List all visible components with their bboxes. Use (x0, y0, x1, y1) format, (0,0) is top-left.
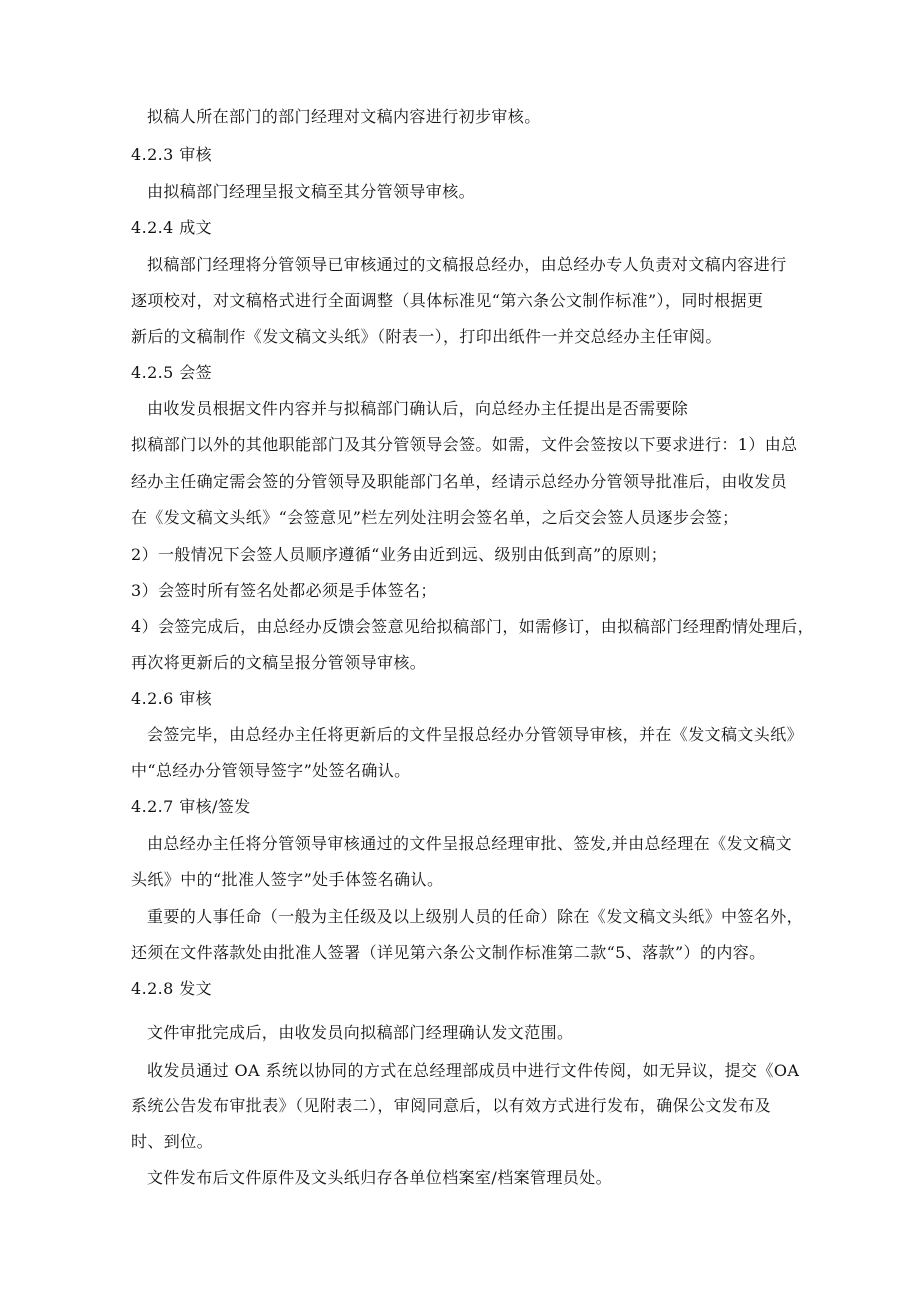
section-heading-4-2-5: 4.2.5 会签 (131, 363, 212, 382)
section-heading-4-2-6: 4.2.6 审核 (131, 689, 212, 708)
paragraph-line: 文件发布后文件原件及文头纸归存各单位档案室/档案管理员处。 (147, 1168, 612, 1187)
paragraph-line: 逐项校对，对文稿格式进行全面调整（具体标准见“第六条公文制作标准”），同时根据更 (131, 291, 764, 310)
paragraph-line: 还须在文件落款处由批准人签署（详见第六条公文制作标准第二款“5、落款”）的内容。 (131, 943, 766, 962)
paragraph-line: 由收发员根据文件内容并与拟稿部门确认后，向总经办主任提出是否需要除 (147, 399, 689, 418)
section-heading-4-2-8: 4.2.8 发文 (131, 979, 212, 998)
paragraph-line: 在《发文稿文头纸》“会签意见”栏左列处注明会签名单，之后交会签人员逐步会签； (131, 508, 739, 527)
paragraph-line: 拟稿部门经理将分管领导已审核通过的文稿报总经办，由总经办专人负责对文稿内容进行 (147, 255, 787, 274)
paragraph-line: 会签完毕，由总经办主任将更新后的文件呈报总经办分管领导审核，并在《发文稿文头纸》 (147, 725, 804, 744)
paragraph-line: 收发员通过 OA 系统以协同的方式在总经理部成员中进行文件传阅，如无异议，提交《OA (147, 1061, 800, 1080)
paragraph-line: 文件审批完成后，由收发员向拟稿部门经理确认发文范围。 (147, 1023, 574, 1042)
section-heading-4-2-7: 4.2.7 审核/签发 (131, 797, 251, 816)
paragraph-line: 拟稿部门以外的其他职能部门及其分管领导会签。如需，文件会签按以下要求进行：1）由总 (131, 435, 798, 454)
list-item: 3）会签时所有签名处都必须是手体签名； (131, 581, 437, 600)
paragraph-line: 时、到位。 (131, 1132, 214, 1151)
section-heading-4-2-3: 4.2.3 审核 (131, 145, 212, 164)
paragraph-line: 新后的文稿制作《发文稿文头纸》（附表一），打印出纸件一并交总经办主任审阅。 (131, 327, 722, 346)
paragraph-line: 由总经办主任将分管领导审核通过的文件呈报总经理审批、签发,并由总经理在《发文稿文 (147, 834, 793, 853)
paragraph-line: 由拟稿部门经理呈报文稿至其分管领导审核。 (147, 182, 476, 201)
paragraph-line: 中“总经办分管领导签字”处签名确认。 (131, 761, 411, 780)
section-heading-4-2-4: 4.2.4 成文 (131, 218, 212, 237)
paragraph-line: 经办主任确定需会签的分管领导及职能部门名单，经请示总经办分管领导批准后，由收发员 (131, 472, 788, 491)
paragraph-line: 重要的人事任命（一般为主任级及以上级别人员的任命）除在《发文稿文头纸》中签名外， (147, 907, 804, 926)
list-item: 2）一般情况下会签人员顺序遵循“业务由近到远、级别由低到高”的原则； (131, 545, 668, 564)
paragraph-line: 拟稿人所在部门的部门经理对文稿内容进行初步审核。 (147, 107, 541, 126)
paragraph-line: 再次将更新后的文稿呈报分管领导审核。 (131, 653, 427, 672)
paragraph-line: 头纸》中的“批准人签字”处手体签名确认。 (131, 870, 444, 889)
paragraph-line: 系统公告发布审批表》（见附表二），审阅同意后，以有效方式进行发布，确保公文发布及 (131, 1096, 772, 1115)
list-item: 4）会签完成后，由总经办反馈会签意见给拟稿部门，如需修订，由拟稿部门经理酌情处理后， (131, 617, 814, 636)
